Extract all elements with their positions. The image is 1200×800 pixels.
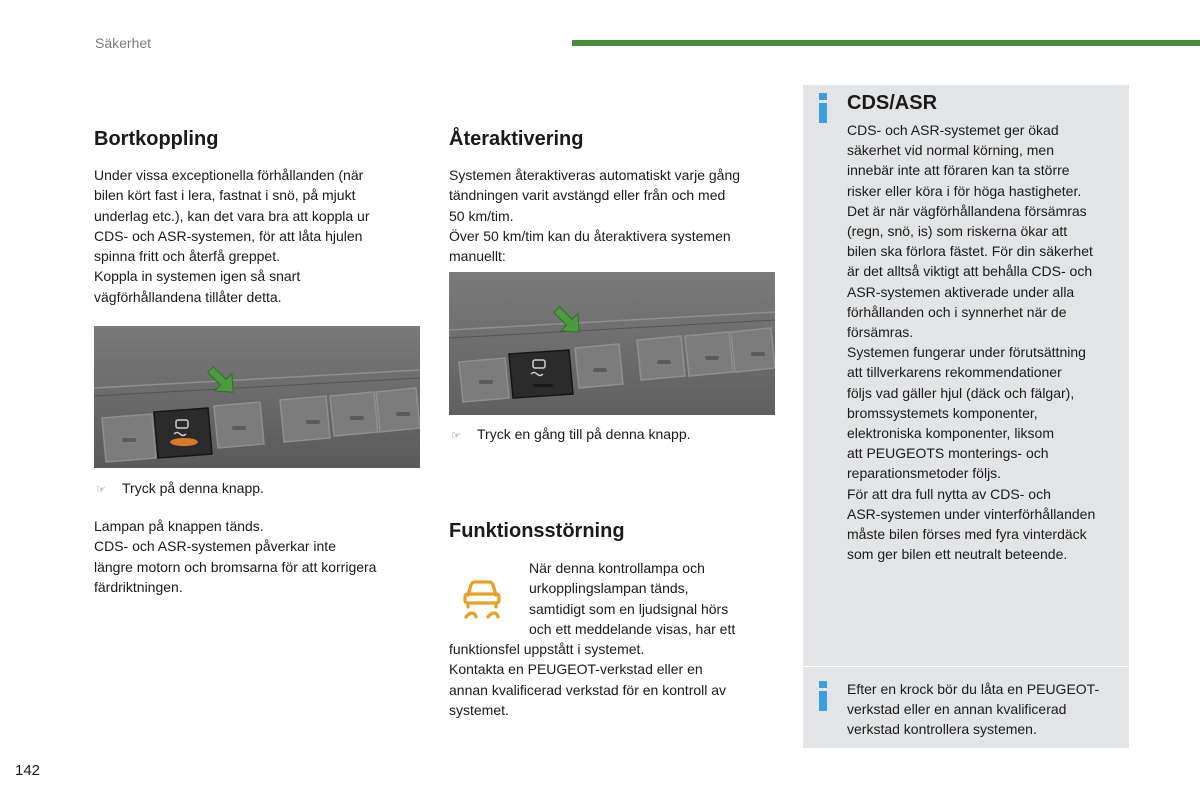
text-line: Lampan på knappen tänds. [94,518,264,534]
text-line: längre motorn och bromsarna för att korrigera [94,558,377,575]
text-line: reparationsmetoder följs. [847,465,1002,482]
pointing-hand-icon: ☞ [451,430,461,442]
text-line: verkstad kontrollera systemen. [847,721,1037,738]
text-line: CDS- och ASR-systemen, för att låta hjulen [94,227,363,244]
crash-info-body [847,679,1127,740]
text-line: risker eller köra i för höga hastigheter. [847,182,1082,199]
text-line: bilen kört fast i lera, fastnat i snö, på mjukt [94,187,356,204]
ateraktivering-intro [449,165,775,266]
text-line: spinna fritt och återfå greppet. [94,248,280,265]
text-line: (regn, snö, is) som riskerna ökar att [847,223,1068,240]
text-line: bromssystemets komponenter, [847,404,1038,421]
bullet-text: Tryck på denna knapp. [122,480,264,496]
info-icon [819,93,827,123]
text-line: Det är när vägförhållandena försämras [847,202,1087,219]
text-line: färdriktningen. [94,578,183,595]
text-line: Systemen återaktiveras automatiskt varje gång [449,167,741,183]
button-panel-illustration [449,272,775,415]
dashboard-button-photo-on [449,272,775,415]
info-icon [819,681,827,711]
info-title: CDS/ASR [847,92,938,114]
button-panel-illustration [94,326,420,468]
text-line: systemet. [449,701,509,718]
text-line: följs vad gäller hjul (däck och fälgar), [847,384,1075,401]
fault-side-text [529,558,779,639]
section-title: Säkerhet [95,35,152,51]
text-line: Över 50 km/tim kan du återaktivera systemen [449,227,731,244]
text-line: Koppla in systemen igen så snart [94,268,301,285]
page-number: 142 [15,762,41,779]
skid-warning-lamp-icon [458,573,506,621]
text-line: För att dra full nytta av CDS- och [847,485,1051,502]
text-line: försämras. [847,324,914,341]
text-line: manuellt: [449,248,506,265]
text-line: innebär inte att föraren kan ta större [847,162,1070,179]
header-rule [572,40,1200,46]
text-line: underlag etc.), kan det vara bra att koppla ur [94,207,370,224]
text-line: säkerhet vid normal körning, men [847,142,1054,159]
funktionsstorning-title: Funktionsstörning [449,520,625,542]
text-line: 50 km/tim. [449,207,514,224]
text-line: Under vissa exceptionella förhållanden (när [94,167,364,183]
text-line: CDS- och ASR-systemet ger ökad [847,122,1059,138]
text-line: att tillverkarens rekommendationer [847,364,1062,381]
text-line: Kontakta en PEUGEOT-verkstad eller en [449,661,703,678]
ateraktivering-section [449,127,775,266]
fault-rest-text [449,639,775,720]
text-line: CDS- och ASR-systemen påverkar inte [94,538,336,555]
text-line: som ger bilen ett neutralt beteende. [847,546,1068,563]
dashboard-button-photo-off [94,326,420,468]
text-line: bilen ska förlora fästet. För din säkerhet [847,243,1093,260]
text-line: Systemen fungerar under förutsättning [847,344,1086,361]
pointing-hand-icon: ☞ [96,484,106,496]
text-line: samtidigt som en ljudsignal hörs [529,600,729,617]
text-line: verkstad eller en annan kvalificerad [847,701,1067,718]
bortkoppling-section [94,127,406,307]
bullet-press-button [96,478,264,500]
bortkoppling-intro [94,165,406,307]
text-line: annan kvalificerad verkstad för en kontroll av [449,681,727,698]
text-line: är det alltså viktigt att behålla CDS- och [847,263,1093,280]
cds-asr-info-box [803,85,1129,666]
text-line: måste bilen förses med fyra vinterdäck [847,526,1087,543]
ateraktivering-title: Återaktivering [449,128,584,150]
info-body [847,120,1127,564]
bortkoppling-result [94,516,414,597]
text-line: vägförhållandena tillåter detta. [94,288,282,305]
bortkoppling-title: Bortkoppling [94,128,219,150]
text-line: funktionsfel uppstått i systemet. [449,641,645,657]
text-line: förhållanden och i synnerhet när de [847,303,1067,320]
bullet-press-again [451,424,691,446]
text-line: urkopplingslampan tänds, [529,580,689,597]
text-line: att PEUGEOTS monterings- och [847,445,1049,462]
text-line: Efter en krock bör du låta en PEUGEOT- [847,681,1100,697]
funktionsstorning-section [449,519,775,543]
text-line: ASR-systemen under vinterförhållanden [847,505,1096,522]
text-line: och ett meddelande visas, har ett [529,620,736,637]
text-line: När denna kontrollampa och [529,560,705,576]
text-line: elektroniska komponenter, liksom [847,425,1054,442]
text-line: ASR-systemen aktiverade under alla [847,283,1075,300]
crash-info-box [803,667,1129,748]
bullet-text: Tryck en gång till på denna knapp. [477,426,691,442]
text-line: tändningen varit avstängd eller från och med [449,187,726,204]
